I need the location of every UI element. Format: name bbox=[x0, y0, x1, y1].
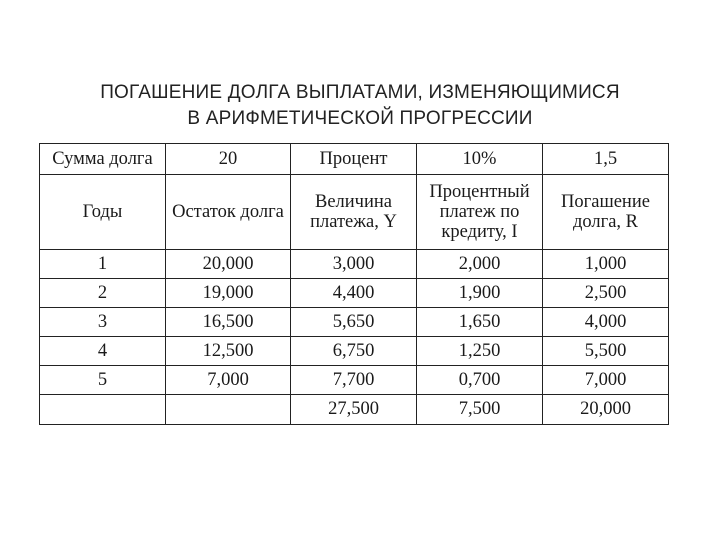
table-row bbox=[40, 366, 669, 395]
params-row bbox=[40, 144, 669, 175]
rate-value-cell: 10% bbox=[417, 144, 543, 175]
interest-cell: 0,700 bbox=[417, 366, 543, 395]
payment-cell: 4,400 bbox=[291, 279, 417, 308]
table-row bbox=[40, 250, 669, 279]
payment-cell: 3,000 bbox=[291, 250, 417, 279]
repayment-cell: 7,000 bbox=[543, 366, 669, 395]
repayment-cell: 4,000 bbox=[543, 308, 669, 337]
header-balance: Остаток долга bbox=[166, 175, 291, 250]
year-cell: 4 bbox=[40, 337, 166, 366]
payment-cell: 6,750 bbox=[291, 337, 417, 366]
year-cell: 1 bbox=[40, 250, 166, 279]
rate-label-cell: Процент bbox=[291, 144, 417, 175]
balance-cell: 20,000 bbox=[166, 250, 291, 279]
payment-cell: 5,650 bbox=[291, 308, 417, 337]
table-row bbox=[40, 279, 669, 308]
header-interest: Процентный платеж по кредиту, I bbox=[417, 175, 543, 250]
debt-label-cell: Сумма долга bbox=[40, 144, 166, 175]
repayment-cell: 2,500 bbox=[543, 279, 669, 308]
page-title bbox=[40, 80, 680, 132]
step-value-cell: 1,5 bbox=[543, 144, 669, 175]
repayment-cell: 1,000 bbox=[543, 250, 669, 279]
year-cell: 2 bbox=[40, 279, 166, 308]
header-repayment: Погашение долга, R bbox=[543, 175, 669, 250]
payment-cell: 7,700 bbox=[291, 366, 417, 395]
balance-cell: 7,000 bbox=[166, 366, 291, 395]
interest-cell: 1,900 bbox=[417, 279, 543, 308]
header-payment: Величина платежа, Y bbox=[291, 175, 417, 250]
title-line-2: В АРИФМЕТИЧЕСКОЙ ПРОГРЕССИИ bbox=[187, 108, 533, 129]
header-years: Годы bbox=[40, 175, 166, 250]
balance-cell: 19,000 bbox=[166, 279, 291, 308]
year-cell: 3 bbox=[40, 308, 166, 337]
year-cell: 5 bbox=[40, 366, 166, 395]
totals-row bbox=[40, 395, 669, 425]
total-payment-cell: 27,500 bbox=[291, 395, 417, 425]
totals-empty-cell bbox=[40, 395, 166, 425]
debt-value-cell: 20 bbox=[166, 144, 291, 175]
table-row bbox=[40, 308, 669, 337]
header-row bbox=[40, 175, 669, 250]
total-interest-cell: 7,500 bbox=[417, 395, 543, 425]
table-row bbox=[40, 337, 669, 366]
title-line-1: ПОГАШЕНИЕ ДОЛГА ВЫПЛАТАМИ, ИЗМЕНЯЮЩИМИСЯ bbox=[100, 82, 620, 103]
debt-repayment-table bbox=[39, 143, 669, 425]
balance-cell: 16,500 bbox=[166, 308, 291, 337]
interest-cell: 1,250 bbox=[417, 337, 543, 366]
interest-cell: 1,650 bbox=[417, 308, 543, 337]
total-repayment-cell: 20,000 bbox=[543, 395, 669, 425]
totals-empty-cell bbox=[166, 395, 291, 425]
balance-cell: 12,500 bbox=[166, 337, 291, 366]
repayment-cell: 5,500 bbox=[543, 337, 669, 366]
interest-cell: 2,000 bbox=[417, 250, 543, 279]
